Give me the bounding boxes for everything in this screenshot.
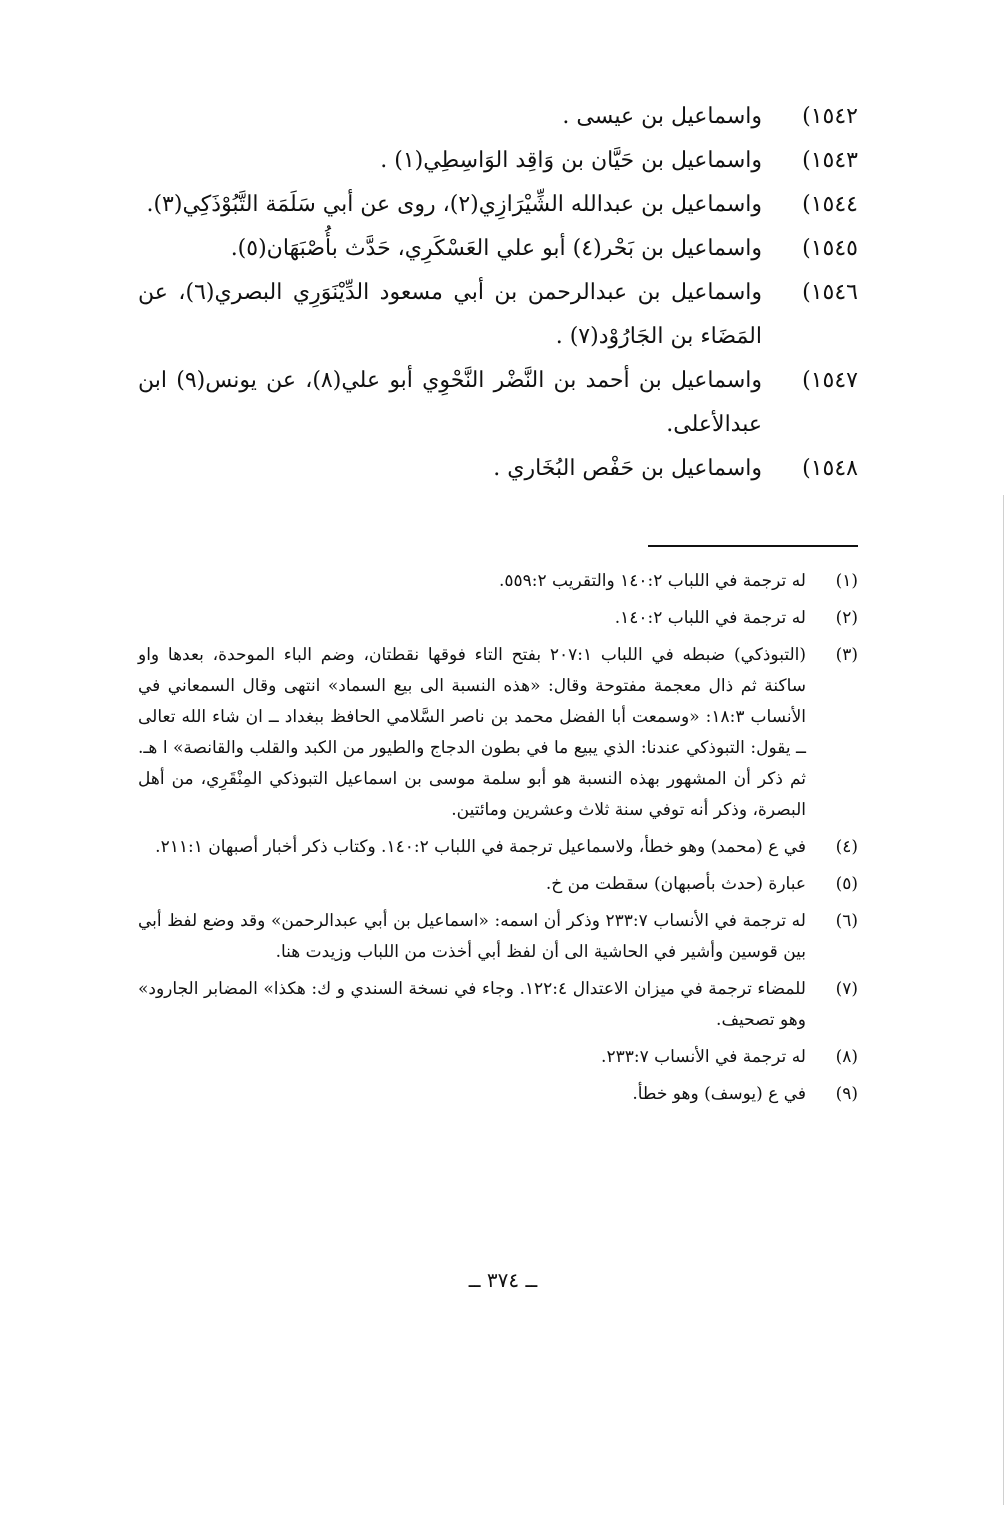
entry-1547 [138, 359, 858, 447]
footnote-2 [138, 603, 858, 634]
footnote-text: له ترجمة في اللباب ١٤٠:٢ والتقريب ٥٥٩:٢. [498, 571, 806, 591]
footnote-1 [138, 566, 858, 597]
footnote-9 [138, 1079, 858, 1110]
footnote-text: عبارة (حدث بأصبهان) سقطت من خ. [545, 874, 806, 894]
footnote-number: (٧) [835, 979, 858, 999]
entry-text: واسماعيل بن عبدالرحمن بن أبي مسعود الدِّيْنَوَرِي البصري(٦)، عن المَضَاء بن الجَارُوْد(٧) . [138, 280, 762, 349]
footnote-4 [138, 832, 858, 863]
entries-list [138, 95, 858, 491]
footnotes-list [138, 566, 858, 1116]
footnote-text: للمضاء ترجمة في ميزان الاعتدال ١٢٢:٤. وجاء في نسخة السندي و ك: هكذا» المضابر الجارود» وهو تصحيف. [138, 979, 806, 1030]
footnote-3 [138, 640, 858, 826]
footnote-text: له ترجمة في اللباب ١٤٠:٢. [614, 608, 806, 628]
entry-1548 [138, 447, 858, 491]
entry-number: ١٥٤٧) [802, 368, 858, 393]
entry-number: ١٥٤٨) [802, 456, 858, 481]
entry-text: واسماعيل بن أحمد بن النَّضْر النَّحْوِي أبو علي(٨)، عن يونس(٩) ابن عبدالأعلى. [138, 368, 762, 437]
footnote-number: (٣) [835, 645, 858, 665]
footnote-text: له ترجمة في الأنساب ٢٣٣:٧. [601, 1047, 806, 1067]
footnote-number: (٤) [835, 837, 858, 857]
footnote-number: (٩) [835, 1084, 858, 1104]
footnote-6 [138, 906, 858, 968]
footnote-text: له ترجمة في الأنساب ٢٣٣:٧ وذكر أن اسمه: «اسماعيل بن أبي عبدالرحمن» وقد وضع لفظ أبي بين قوسين وأشير في الحاشية الى أن لفظ أبي أخذت من اللباب وزيدت هنا. [138, 911, 806, 962]
entry-1542 [138, 95, 858, 139]
footnote-separator [648, 545, 858, 547]
entry-text: واسماعيل بن عيسى . [562, 104, 762, 129]
entry-1544 [138, 183, 858, 227]
entry-number: ١٥٤٤) [802, 192, 858, 217]
page-number: ــ ٣٧٤ ــ [468, 1268, 538, 1292]
entry-1546 [138, 271, 858, 359]
footnote-text: (التبوذكي) ضبطه في اللباب ٢٠٧:١ بفتح التاء فوقها نقطتان، وضم الباء الموحدة، بعدها واو ساكنة ثم ذال معجمة مفتوحة وقال: «هذه النسبة الى بيع السماد» انتهى وقال السمعاني في الأنساب ١٨:٣: «وسمعت أبا الفضل محمد بن ناصر السَّلامي الحافظ ببغداد ــ ان شاء الله تعالى ــ يقول: التبوذكي عندنا: الذي يبيع ما في بطون الدجاج والطيور من الكبد والقلب والقانصة» ا هـ. ثم ذكر أن المشهور بهذه النسبة هو أبو سلمة موسى بن اسماعيل التبوذكي المِنْقَرِي، من أهل البصرة، وذكر أنه توفي سنة ثلاث وعشرين ومائتين. [138, 645, 807, 820]
footnote-text: في ع (يوسف) وهو خطأ. [632, 1084, 806, 1104]
entry-number: ١٥٤٢) [802, 104, 858, 129]
footnote-number: (٥) [835, 874, 858, 894]
footnote-number: (٢) [835, 608, 858, 628]
footnote-7 [138, 974, 858, 1036]
entry-number: ١٥٤٣) [802, 148, 858, 173]
footnote-number: (٦) [835, 911, 858, 931]
footnote-5 [138, 869, 858, 900]
footnote-number: (١) [835, 571, 858, 591]
entry-text: واسماعيل بن حَيَّان بن وَاقِد الوَاسِطِي(١) . [380, 148, 762, 173]
entry-1543 [138, 139, 858, 183]
page-edge-line [1003, 495, 1004, 1505]
entry-text: واسماعيل بن عبدالله الشِّيْرَازِي(٢)، روى عن أبي سَلَمَة التَّبُوْذَكِي(٣). [146, 192, 762, 217]
entry-number: ١٥٤٥) [802, 236, 858, 261]
footnote-number: (٨) [835, 1047, 858, 1067]
footnote-text: في ع (محمد) وهو خطأ، ولاسماعيل ترجمة في اللباب ١٤٠:٢. وكتاب ذكر أخبار أصبهان ٢١١:١. [155, 837, 806, 857]
footnote-8 [138, 1042, 858, 1073]
entry-text: واسماعيل بن حَفْص البُخَاري . [493, 456, 762, 481]
entry-1545 [138, 227, 858, 271]
entry-text: واسماعيل بن بَحْر(٤) أبو علي العَسْكَرِي، حَدَّث بأُصْبَهَان(٥). [230, 236, 762, 261]
entry-number: ١٥٤٦) [802, 280, 858, 305]
